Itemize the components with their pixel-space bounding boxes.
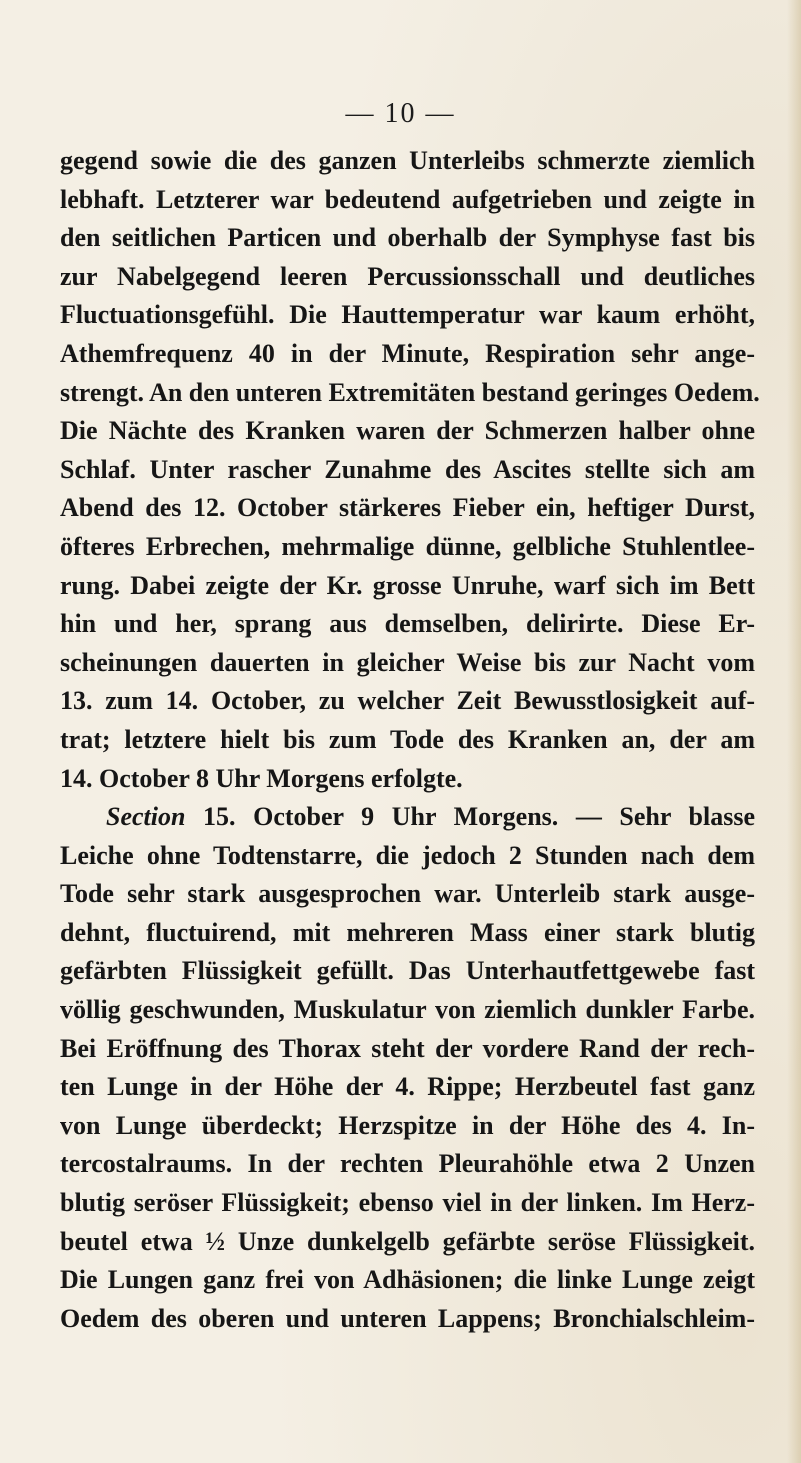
text-line-2: lebhaft. Letzterer war bedeutend aufgetrieben und zeigte in bbox=[60, 184, 755, 214]
text-line-30: Die Lungen ganz frei von Adhäsionen; die linke Lunge zeigt bbox=[60, 1265, 755, 1295]
text-line-24: Bei Eröffnung des Thorax steht der vordere Rand der rech- bbox=[60, 1033, 755, 1063]
text-line-29: beutel etwa ½ Unze dunkelgelb gefärbte seröse Flüssigkeit. bbox=[60, 1226, 755, 1256]
text-line-5: Fluctuationsgefühl. Die Hauttemperatur war kaum erhöht, bbox=[60, 300, 755, 330]
text-line-17: 14. October 8 Uhr Morgens erfolgte. bbox=[60, 763, 463, 793]
text-line-14: scheinungen dauerten in gleicher Weise bis zur Nacht vom bbox=[60, 647, 755, 677]
text-line-31: Oedem des oberen und unteren Lappens; Bronchialschleim- bbox=[60, 1303, 755, 1333]
page-number: — 10 — bbox=[345, 98, 456, 129]
text-line-12: rung. Dabei zeigte der Kr. grosse Unruhe, warf sich im Bett bbox=[60, 570, 755, 600]
text-line-16: trat; letztere hielt bis zum Tode des Kranken an, der am bbox=[60, 724, 755, 754]
text-line-23: völlig geschwunden, Muskulatur von ziemlich dunkler Farbe. bbox=[60, 995, 755, 1025]
section-heading-line bbox=[60, 798, 755, 837]
section-label: Section bbox=[106, 802, 186, 832]
text-line-9: Schlaf. Unter rascher Zunahme des Ascites stellte sich am bbox=[60, 454, 755, 484]
text-line-13: hin und her, sprang aus demselben, delirirte. Diese Er- bbox=[60, 609, 755, 639]
text-line-4: zur Nabelgegend leeren Percussionsschall und deutliches bbox=[60, 261, 755, 291]
text-line-8: Die Nächte des Kranken waren der Schmerzen halber ohne bbox=[60, 416, 755, 446]
text-line-6: Athemfrequenz 40 in der Minute, Respiration sehr ange- bbox=[60, 338, 755, 368]
page-edge-shadow bbox=[787, 0, 801, 1463]
text-line-22: gefärbten Flüssigkeit gefüllt. Das Unterhautfettgewebe fast bbox=[60, 956, 755, 986]
text-line-28: blutig seröser Flüssigkeit; ebenso viel in der linken. Im Herz- bbox=[60, 1188, 755, 1218]
text-line-3: den seitlichen Particen und oberhalb der Symphyse fast bis bbox=[60, 223, 755, 253]
text-line-10: Abend des 12. October stärkeres Fieber ein, heftiger Durst, bbox=[60, 493, 755, 523]
section-heading-rest: 15. October 9 Uhr Morgens. — Sehr blasse bbox=[185, 802, 755, 832]
text-line-27: tercostalraums. In der rechten Pleurahöhle etwa 2 Unzen bbox=[60, 1149, 755, 1179]
text-line-26: von Lunge überdeckt; Herzspitze in der Höhe des 4. In- bbox=[60, 1110, 755, 1140]
text-line-15: 13. zum 14. October, zu welcher Zeit Bewusstlosigkeit auf- bbox=[60, 686, 755, 716]
text-line-7: strengt. An den unteren Extremitäten bestand geringes Oedem. bbox=[60, 377, 760, 407]
text-line-21: dehnt, fluctuirend, mit mehreren Mass einer stark blutig bbox=[60, 917, 755, 947]
text-line-25: ten Lunge in der Höhe der 4. Rippe; Herzbeutel fast ganz bbox=[60, 1072, 755, 1102]
text-line-1: gegend sowie die des ganzen Unterleibs schmerzte ziemlich bbox=[60, 146, 755, 175]
text-line-19: Leiche ohne Todtenstarre, die jedoch 2 Stunden nach dem bbox=[60, 840, 755, 870]
body-text bbox=[60, 142, 760, 1338]
text-line-11: öfteres Erbrechen, mehrmalige dünne, gelbliche Stuhlentlee- bbox=[60, 531, 755, 561]
text-line-20: Tode sehr stark ausgesprochen war. Unterleib stark ausge- bbox=[60, 879, 755, 909]
